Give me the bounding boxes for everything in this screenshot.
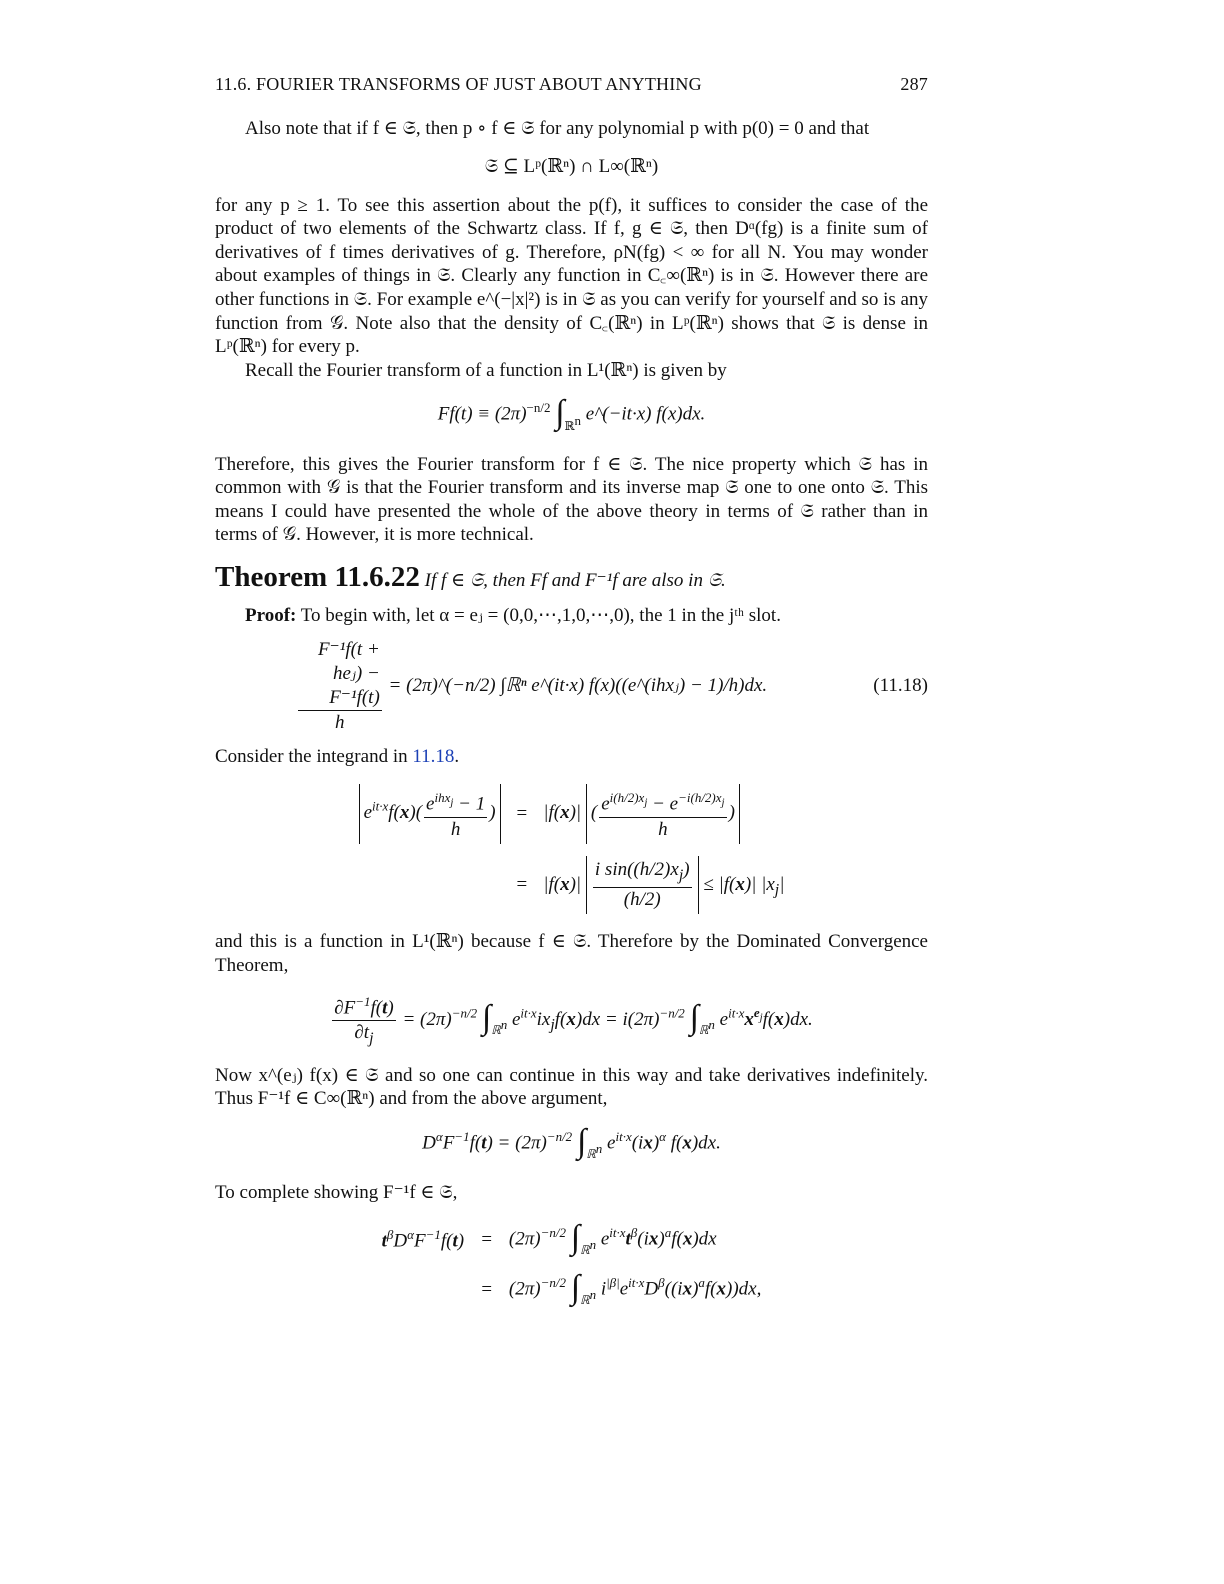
section-title: 11.6. FOURIER TRANSFORMS OF JUST ABOUT ANYTHING xyxy=(215,74,702,94)
eq3-rhs: = (2π)^(−n/2) ∫ℝⁿ e^(it·x) f(x)((e^(ihxⱼ) − 1)/h)dx. xyxy=(388,674,768,696)
partial-fraction: $\frac{\partial F^{-1}f(t)}{\partial t_j}$ xyxy=(332,990,396,1051)
eq2-exponent: −n/2 xyxy=(526,400,551,416)
equals-sign-1: = xyxy=(516,802,528,824)
eq2-rhs: e^(−it·x) f(x)dx. xyxy=(585,403,706,425)
integral-domain: ℝn xyxy=(564,412,582,433)
theorem-statement: If f ∈ 𝔖, then Ff and F⁻¹f are also in 𝔖. xyxy=(424,570,726,592)
equation-fourier-transform xyxy=(215,394,928,439)
consider-line xyxy=(215,745,928,769)
integrand-estimate xyxy=(351,778,793,920)
paragraph-6: Now x^(eⱼ) f(x) ∈ 𝔖 and so one can continue in this way and take derivatives indefinitely. Thus F⁻¹f ∈ C∞(ℝⁿ) and from the above argument, xyxy=(215,1064,928,1110)
theorem-title: Theorem 11.6.22 xyxy=(215,561,420,594)
paragraph-7: To complete showing F⁻¹f ∈ 𝔖, xyxy=(215,1182,458,1204)
running-header xyxy=(215,74,928,95)
equation-number: (11.18) xyxy=(873,675,928,697)
paragraph-4: Therefore, this gives the Fourier transform for f ∈ 𝔖. The nice property which 𝔖 has in common with 𝒢 is that the Fourier transform and its inverse map 𝔖 one to one onto 𝔖. This means I could have presented the whole of the above theory in terms of 𝔖 rather than in terms of 𝒢. However, it is more technical. xyxy=(215,453,928,546)
theorem-block xyxy=(215,561,928,594)
estimate-lhs: $e^{it\cdot x}f(x)$( $\frac{e^{ihx_j} - 1}{h}$ ) xyxy=(351,778,509,849)
page-number: 287 xyxy=(900,74,928,94)
paragraph-3: Recall the Fourier transform of a function in L¹(ℝⁿ) is given by xyxy=(245,359,727,381)
eq3-fraction xyxy=(298,638,382,735)
final-rhs-1: $(2\pi)^{-n/2}$ $\int_{ℝ^n}$ $e^{it\cdot x}t^\beta(ix)^af(x)dx$ xyxy=(508,1218,717,1258)
equation-higher-derivative: $D^\alpha F^{-1}f(t) = (2\pi)^{-n/2}$ $\int_{ℝ^n}$ $e^{it\cdot x}(ix)^\alpha$ f(x)dx. xyxy=(422,1122,721,1162)
final-rhs-2: $(2\pi)^{-n/2}$ $\int_{ℝ^n}$ $i^{|\beta|}e^{it\cdot x}D^\beta((ix)^af(x))dx$, xyxy=(508,1268,762,1308)
eq2-lhs: Ff(t) ≡ (2π) xyxy=(437,403,527,425)
page xyxy=(215,74,928,1325)
equation-reference-link[interactable]: 11.18 xyxy=(412,745,455,767)
paragraph-1: Also note that if f ∈ 𝔖, then p ∘ f ∈ 𝔖 for any polynomial p with p(0) = 0 and that xyxy=(245,118,870,139)
integral-sign: ∫ xyxy=(555,394,565,432)
proof-intro-text: To begin with, let α = eⱼ = (0,0,⋯,1,0,⋯,0), the 1 in the jᵗʰ slot. xyxy=(300,605,781,627)
paragraph-2: for any p ≥ 1. To see this assertion about the p(f), it suffices to consider the case of the product of two elements of the Schwartz class. If f, g ∈ 𝔖, then Dᵅ(fg) is a finite sum of derivatives of f times derivatives of g. Therefore, ρN(fg) < ∞ for all N. You may wonder about examples of things in 𝔖. Clearly any function in C꜀∞(ℝⁿ) is in 𝔖. However there are other functions in 𝔖. For example e^(−|x|²) is in 𝔖 as you can verify for yourself and so is any function from 𝒢. Note also that the density of C꜀(ℝⁿ) in Lᵖ(ℝⁿ) shows that 𝔖 is dense in Lᵖ(ℝⁿ) for every p. xyxy=(215,194,928,358)
proof-label: Proof: xyxy=(245,605,297,627)
proof-intro xyxy=(215,604,928,628)
equation-schwartz-inclusion: 𝔖 ⊆ Lᵖ(ℝⁿ) ∩ L∞(ℝⁿ) xyxy=(484,155,659,177)
equation-11-18 xyxy=(215,638,928,735)
final-lhs: $t^\beta D^\alpha F^{-1}f(t)$ xyxy=(381,1227,465,1252)
equals-sign-2: = xyxy=(516,873,528,895)
equation-final: $t^\beta D^\alpha F^{-1}f(t)$ = $(2\pi)^{-n/2}$ $\int_{ℝ^n}$ $e^{it\cdot x}t^\beta(ix)^af(x)dx$ = $(2\pi)^{-n/2}$ $\int_{ℝ^n}$ $i^{|\beta|}e^{it\cdot x}D^\beta((ix)^af(x))dx$, xyxy=(374,1215,770,1315)
eq3-numerator: F⁻¹f(t + heⱼ) − F⁻¹f(t) xyxy=(298,638,382,711)
eq3-denominator: h xyxy=(335,711,345,733)
paragraph-5: and this is a function in L¹(ℝⁿ) because f ∈ 𝔖. Therefore by the Dominated Convergence Theorem, xyxy=(215,931,928,976)
consider-end: . xyxy=(454,745,460,767)
consider-text: Consider the integrand in xyxy=(215,745,408,767)
estimate-rhs-1: |f(x)| ( $\frac{e^{i(h/2)x_j} - e^{-i(h/2)x_j}}{h}$ ) xyxy=(535,778,792,849)
estimate-rhs-2: |f(x)| $\frac{i \sin((h/2)x_j)}{(h/2)}$ ≤ |f(x)| $|x_j|$ xyxy=(535,850,792,921)
eq3-body xyxy=(215,638,848,735)
equation-partial-derivative: $\frac{\partial F^{-1}f(t)}{\partial t_j}$ = $(2\pi)^{-n/2}$ $\int_{ℝ^n}$ $e^{it\cdot x}ix_jf(x)dx = i(2\pi)^{-n/2}$ $\int_{ℝ^n}$ $e^{it\cdot x}x^{e_j}f(x)dx$. xyxy=(215,990,928,1051)
